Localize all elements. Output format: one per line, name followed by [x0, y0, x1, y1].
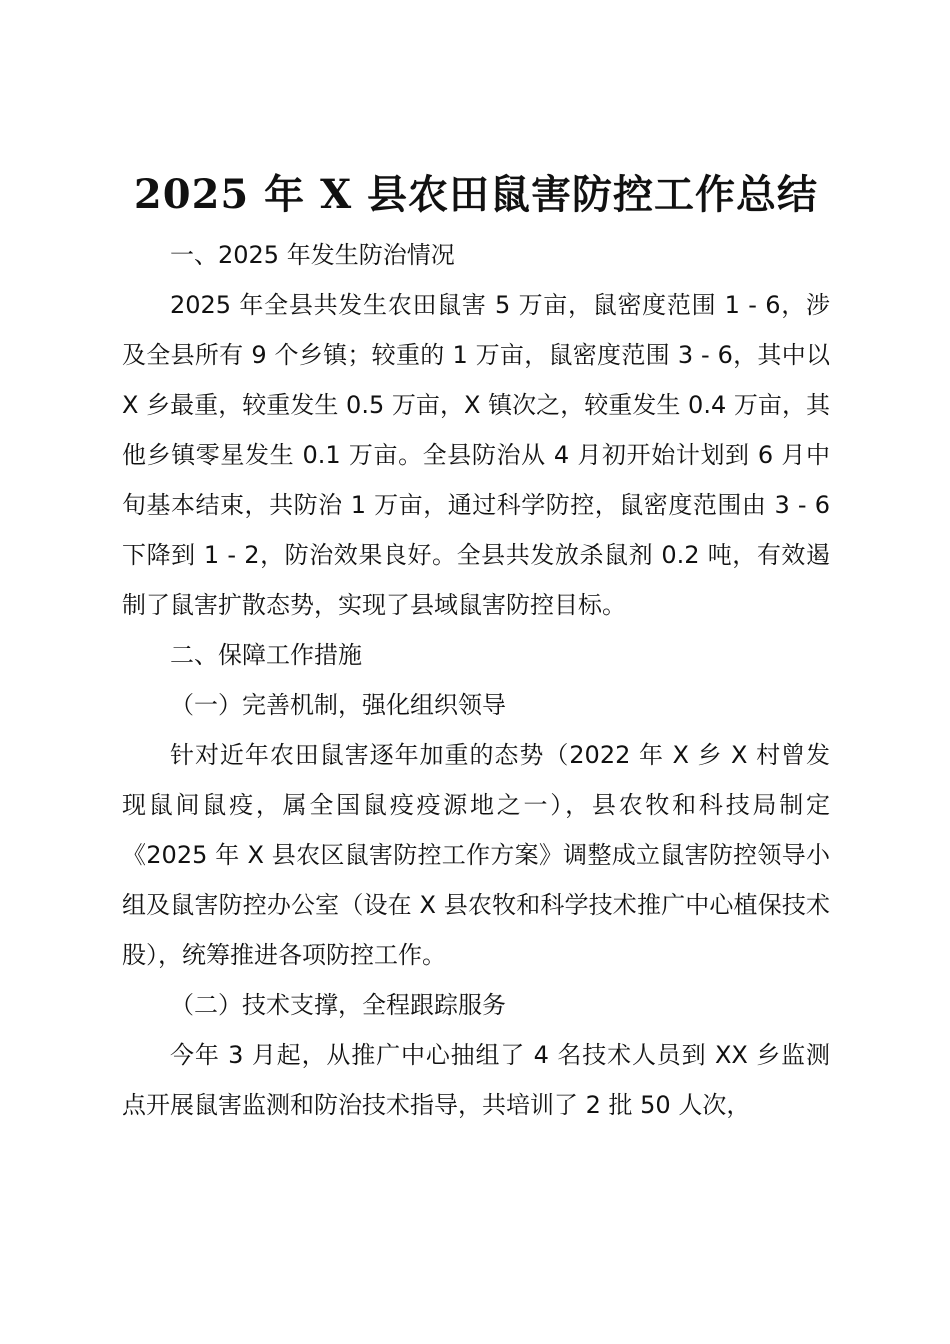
section-heading-2-2: （二）技术支撑，全程跟踪服务 — [170, 991, 506, 1019]
section-heading-2-1: （一）完善机制，强化组织领导 — [170, 691, 506, 719]
section-2-2-paragraph: 今年 3 月起，从推广中心抽组了 4 名技术人员到 XX 乡监测点开展鼠害监测和防治技术指导，共培训了 2 批 50 人次， — [122, 1041, 830, 1119]
section-2-1-paragraph: 针对近年农田鼠害逐年加重的态势（2022 年 X 乡 X 村曾发现鼠间鼠疫，属全国鼠疫疫源地之一），县农牧和科技局制定《2025 年 X 县农区鼠害防控工作方案》调整成立鼠害防控领导小组及鼠害防控办公室（设在 X 县农牧和科学技术推广中心植保技术股），统筹推进各项防控工作。 — [122, 741, 830, 969]
section-heading-1: 一、2025 年发生防治情况 — [170, 241, 455, 269]
section-heading-2: 二、保障工作措施 — [170, 641, 362, 669]
document-title: 2025 年 X 县农田鼠害防控工作总结 — [133, 171, 819, 218]
section-1-paragraph: 2025 年全县共发生农田鼠害 5 万亩，鼠密度范围 1 - 6，涉及全县所有 9 个乡镇；较重的 1 万亩，鼠密度范围 3 - 6，其中以 X 乡最重，较重发生 0.5 万亩，X 镇次之，较重发生 0.4 万亩，其他乡镇零星发生 0.1 万亩。全县防治从 4 月初开始计划到 6 月中旬基本结束，共防治 1 万亩，通过科学防控，鼠密度范围由 3 - 6 下降到 1 - 2，防治效果良好。全县共发放杀鼠剂 0.2 吨，有效遏制了鼠害扩散态势，实现了县域鼠害防控目标。 — [122, 291, 830, 619]
